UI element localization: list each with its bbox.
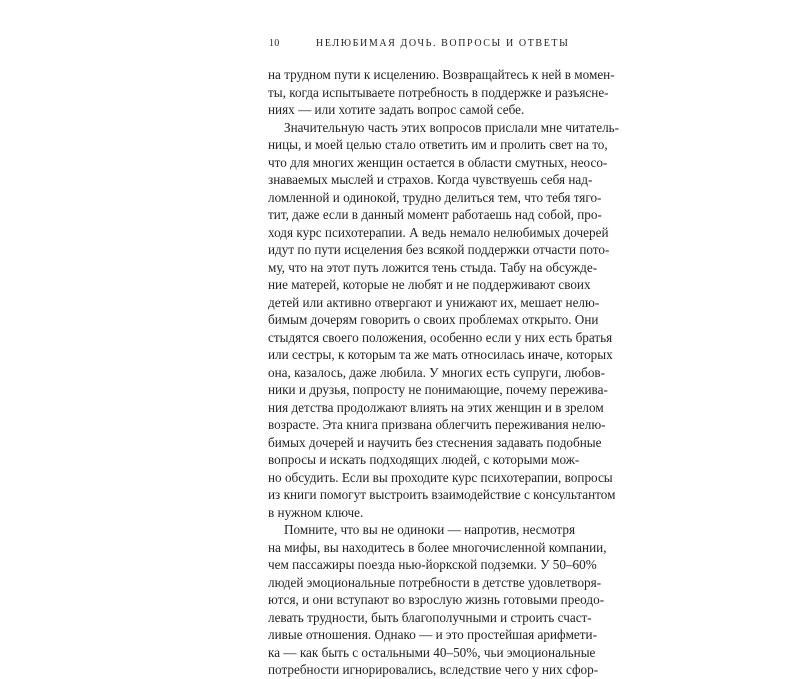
text-line: на трудном пути к исцелению. Возвращайтесь к ней в момен- (268, 67, 615, 82)
text-line: ния детства продолжают влиять на этих женщин и в зрелом (268, 399, 604, 415)
text-line: идут по пути исцеления без всякой поддержки отчасти пото- (268, 242, 610, 257)
text-line: левать трудности, быть благополучными и строить счаст- (268, 609, 592, 625)
text-line: му, что на этот путь ложится тень стыда. Табу на обсужде- (268, 259, 598, 275)
running-head (268, 38, 570, 54)
text-line: ходя курс психотерапии. А ведь немало нелюбимых дочерей (268, 224, 609, 240)
text-line: ломленной и одинокой, трудно делиться тем, что тебя тяго- (268, 189, 602, 205)
text-line: потребности игнорировались, вследствие чего у них сфор- (268, 662, 599, 677)
text-line: ние матерей, которые не любят и не поддерживают своих (268, 277, 591, 292)
text-line: Значительную часть этих вопросов прислали мне читатель- (284, 119, 620, 135)
text-line: бимым дочерям говорить о своих проблемах открыто. Они (268, 312, 599, 327)
text-line: ка — как быть с остальными 40–50%, чьи эмоциональные (268, 644, 596, 660)
text-line: в нужном ключе. (268, 504, 364, 520)
text-line: тит, даже если в данный момент работаешь над собой, про- (268, 207, 602, 222)
text-line: возрасте. Эта книга призвана облегчить переживания нелю- (268, 417, 606, 432)
book-page (268, 38, 620, 677)
text-line: людей эмоциональные потребности в детстве удовлетворя- (268, 574, 602, 590)
text-line: Помните, что вы не одиноки — напротив, несмотря (284, 522, 576, 537)
text-line: но обсудить. Если вы проходите курс психотерапии, вопросы (268, 469, 613, 485)
text-line: вопросы и искать подходящих людей, с которыми мож- (268, 452, 580, 467)
text-line: что для многих женщин остается в области смутных, неосо- (268, 154, 608, 170)
text-line: из книги помогут выстроить взаимодействие с консультантом (268, 487, 616, 502)
text-line: или сестры, к которым та же мать относилась иначе, которых (268, 347, 613, 362)
text-line: ливые отношения. Однако — и это простейшая арифмети- (268, 627, 597, 642)
text-line: знаваемых мыслей и страхов. Когда чувствуешь себя над- (268, 172, 593, 187)
text-line: стыдятся своего положения, особенно если у них есть братья (268, 329, 613, 345)
text-line: ники и друзья, попросту не понимающие, почему пережива- (268, 382, 608, 397)
body-text (268, 66, 620, 679)
text-line: ются, и они вступают во взрослую жизнь готовыми преодо- (268, 592, 605, 607)
text-line: бимых дочерей и научить без стеснения задавать подобные (268, 434, 602, 450)
text-line: она, казалось, даже любила. У многих есть супруги, любов- (268, 364, 606, 380)
text-line: детей или активно отвергают и унижают их, мешает нелю- (268, 294, 600, 310)
running-title: НЕЛЮБИМАЯ ДОЧЬ. ВОПРОСЫ И ОТВЕТЫ (316, 38, 570, 49)
text-line: чем пассажиры поезда нью-йоркской подземки. У 50–60% (268, 557, 597, 572)
page-number: 10 (269, 38, 280, 49)
text-line: на мифы, вы находитесь в более многочисленной компании, (268, 539, 607, 555)
text-line: ницы, и моей целью стало ответить им и пролить свет на то, (268, 137, 608, 152)
text-line: ты, когда испытываете потребность в поддержке и разъясне- (268, 84, 609, 100)
text-line: ниях — или хотите задать вопрос самой себе. (268, 102, 525, 117)
